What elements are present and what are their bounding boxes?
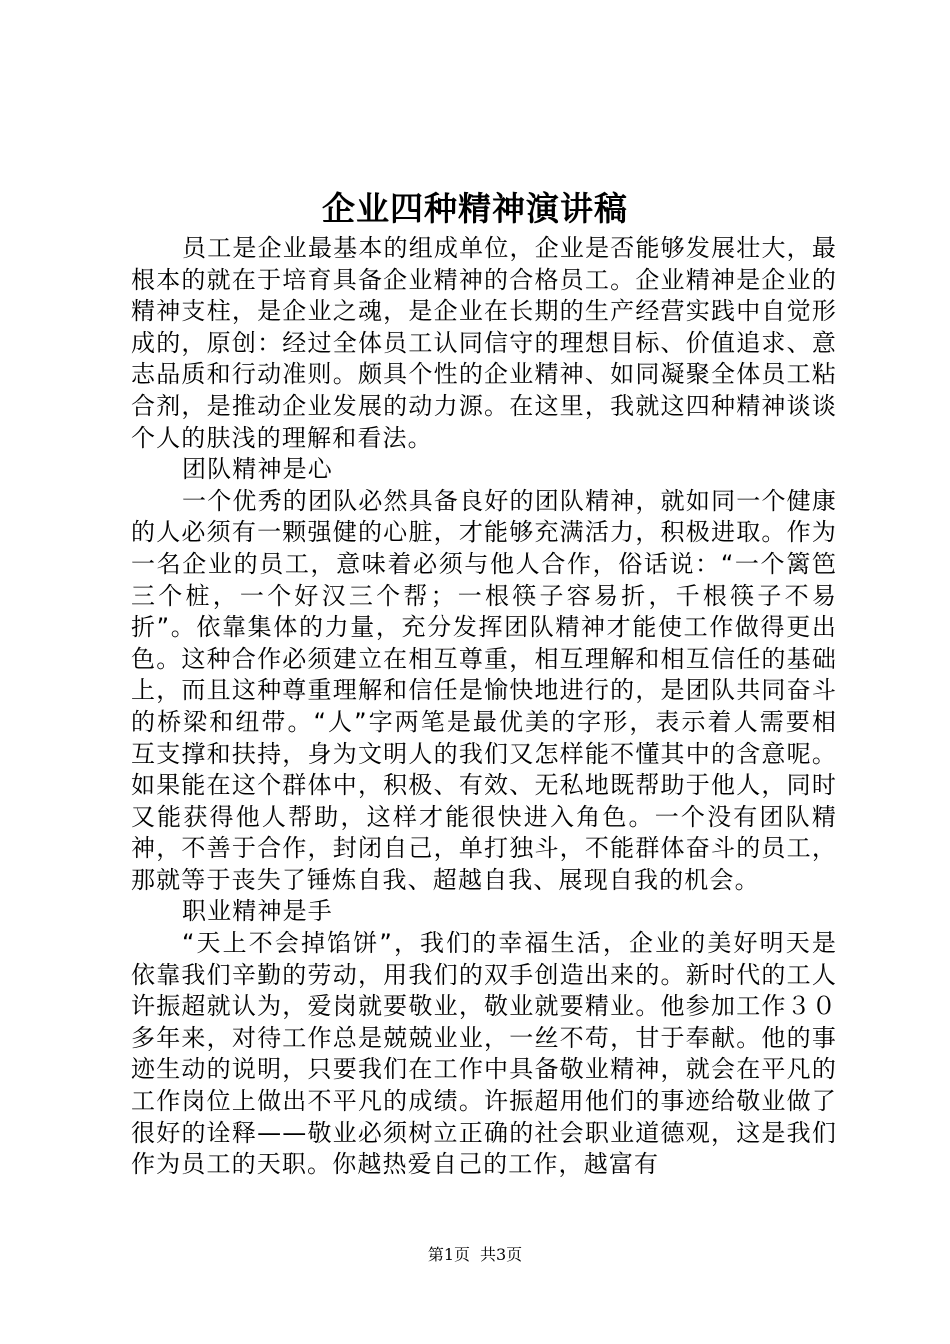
section-heading-team-spirit: 团队精神是心	[182, 455, 333, 484]
paragraph-team-spirit: 一个优秀的团队必然具备良好的团队精神，就如同一个健康的人必须有一颗强健的心脏，才能够充满活力，积极进取。作为一名企业的员工，意味着必须与他人合作，俗话说：“一个篱笆三个桩，一个好汉三个帮；一根筷子容易折，千根筷子不易折”。依靠集体的力量，充分发挥团队精神才能使工作做得更出色。这种合作必须建立在相互尊重，相互理解和相互信任的基础上，而且这种尊重理解和信任是愉快地进行的，是团队共同奋斗的桥梁和纽带。“人”字两笔是最优美的字形，表示着人需要相互支撑和扶持，身为文明人的我们又怎样能不懂其中的含意呢。如果能在这个群体中，积极、有效、无私地既帮助于他人，同时又能获得他人帮助，这样才能很快进入角色。一个没有团队精神，不善于合作，封闭自己，单打独斗，不能群体奋斗的员工，那就等于丧失了锤炼自我、超越自我、展现自我的机会。	[131, 486, 837, 894]
document-body	[131, 233, 837, 1181]
paragraph-intro: 员工是企业最基本的组成单位，企业是否能够发展壮大，最根本的就在于培育具备企业精神的合格员工。企业精神是企业的精神支柱，是企业之魂，是企业在长期的生产经营实践中自觉形成的，原创：经过全体员工认同信守的理想目标、价值追求、意志品质和行动准则。颇具个性的企业精神、如同凝聚全体员工粘合剂，是推动企业发展的动力源。在这里，我就这四种精神谈谈个人的肤浅的理解和看法。	[131, 234, 837, 452]
document-title: 企业四种精神演讲稿	[322, 189, 628, 228]
page-number-current: 第1页	[427, 1245, 470, 1264]
page-number-total: 共3页	[480, 1245, 523, 1264]
page-footer	[0, 1243, 950, 1267]
paragraph-professional-spirit: “天上不会掉馅饼”，我们的幸福生活，企业的美好明天是依靠我们辛勤的劳动，用我们的双手创造出来的。新时代的工人许振超就认为，爱岗就要敬业，敬业就要精业。他参加工作３０多年来，对待工作总是兢兢业业，一丝不苟，甘于奉献。他的事迹生动的说明，只要我们在工作中具备敬业精神，就会在平凡的工作岗位上做出不平凡的成绩。许振超用他们的事迹给敬业做了很好的诠释——敬业必须树立正确的社会职业道德观，这是我们作为员工的天职。你越热爱自己的工作，越富有	[131, 929, 837, 1179]
section-heading-professional-spirit: 职业精神是手	[182, 897, 333, 926]
